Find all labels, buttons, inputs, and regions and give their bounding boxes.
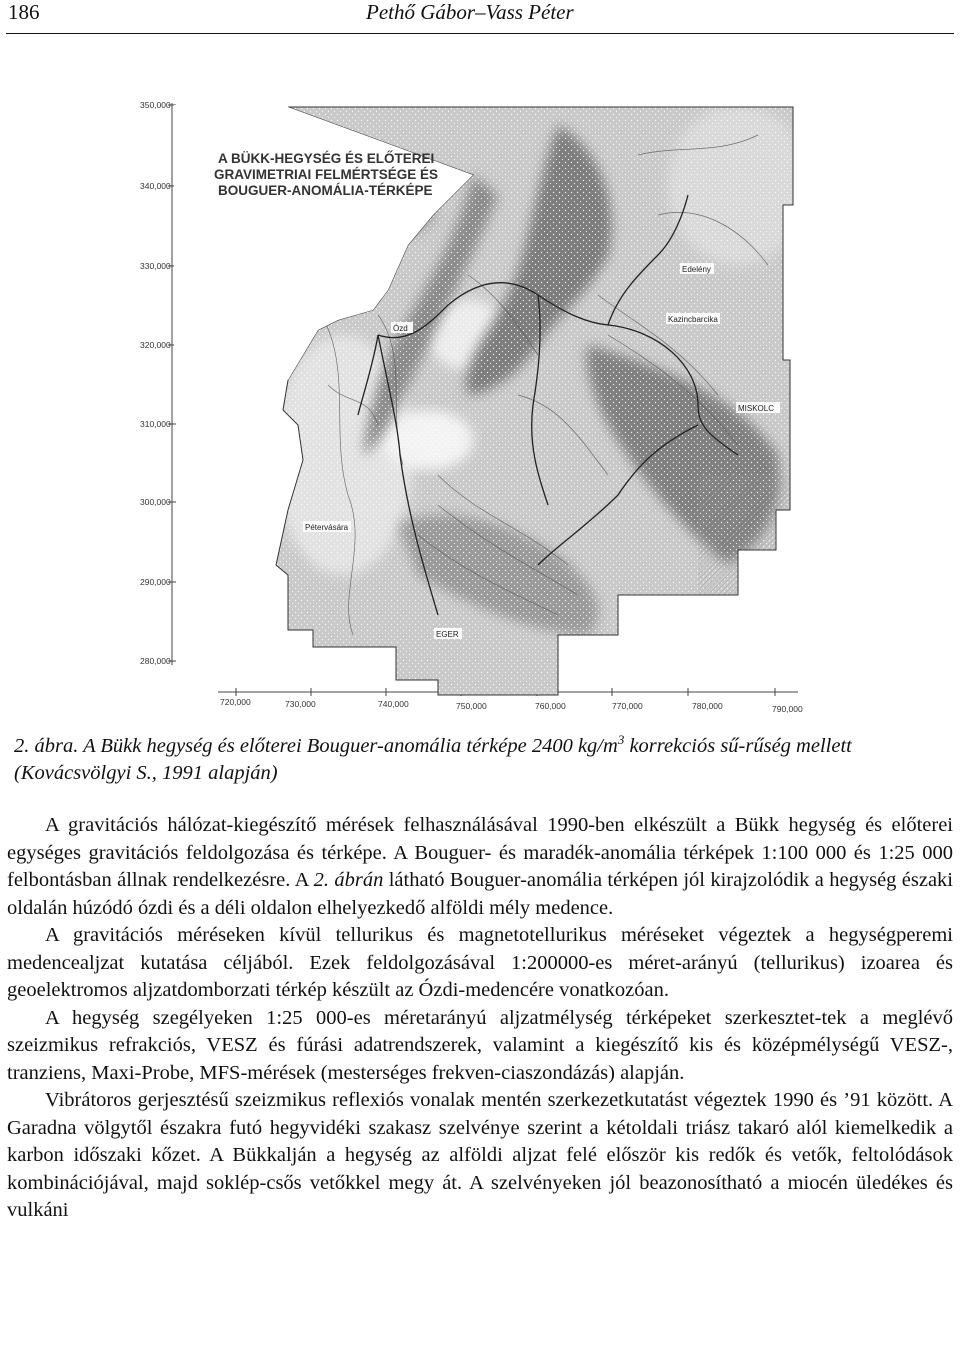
y-axis-ticks (140, 100, 176, 666)
paragraph: A hegység szegélyeken 1:25 000-es méretarányú aljzatmélység térképeket szerkesztet-tek a meglévő szeizmikus refrakciós, VESZ és fúrási adatrendszerek, valamint a kiegészítő kis és középmélységű VESZ-, tranziens, Maxi-Probe, MFS-mérések (mesterséges frekven-ciaszondázás) alapján. (7, 1006, 953, 1084)
map-title-line: A BÜKK-HEGYSÉG ÉS ELŐTEREI (218, 151, 435, 166)
caption-text-end: korrekciós sű-rűség mellett (Kovácsvölgyi S., 1991 alapján) (14, 734, 852, 784)
x-tick-label: 750,000 (456, 701, 487, 711)
x-tick-label: 770,000 (612, 701, 643, 711)
x-tick-label: 760,000 (535, 701, 566, 711)
x-tick-label: 720,000 (220, 697, 251, 707)
y-tick-label: 320,000 (140, 340, 171, 350)
caption-superscript: 3 (617, 732, 625, 747)
y-tick-label: 340,000 (140, 181, 171, 191)
caption-text: 2. ábra. A Bükk hegység és előterei Bouguer-anomália térképe 2400 kg/m (14, 734, 618, 757)
paragraph: Vibrátoros gerjesztésű szeizmikus reflexiós vonalak mentén szerkezetkutatást végeztek 1990 és ’91 között. A Garadna völgytől északra futó hegyvidéki szakasz szelvénye szerint a kétoldali triász takaró alól kiemelkedik a karbon időszaki kőzet. A Bükkalján a hegység az alföldi aljzat felé először kis redők és vetők, feltolódások kombinációjával, majd soklép-csős vetőkkel megy át. A szelvényeken jól beazonosítható a miocén üledékes és vulkáni (7, 1089, 953, 1221)
paragraph-text: A gravitációs hálózat-kiegészítő mérések felhasználásával 1990-ben elkészült a Bükk hegység és előterei egységes gravitációs feldolgozása és térképe. A Bouguer- és maradék-anomália térképek 1:100 000 és 1:25 000 felbontásban állnak rendelkezésre. A (7, 814, 953, 891)
x-tick-label: 790,000 (772, 704, 803, 714)
paragraph: A gravitációs méréseken kívül tellurikus és magnetotellurikus méréseket végeztek a hegységperemi medencealjzat kutatása céljából. Ezek feldolgozásával 1:200000-es méret-arányú (tellurikus) izoarea és geoelektromos aljzatdomborzati térkép készült az Ózdi-medencére vonatkozóan. (7, 924, 953, 1001)
place-label-miskolc: MISKOLC (738, 404, 775, 413)
y-tick-label: 330,000 (140, 261, 171, 271)
x-tick-label: 740,000 (378, 699, 409, 709)
place-label-ozd: Ózd (393, 324, 408, 333)
y-tick-label: 350,000 (140, 100, 171, 110)
body-text (7, 812, 953, 1225)
place-label-petervasara: Pétervására (305, 523, 349, 532)
place-label-edeleny: Edelény (682, 265, 711, 274)
paragraph-text: látható Bouguer-anomália térképen jól kirajzolódik a hegység északi oldalán húzódó ózdi és a déli oldalon elhelyezkedő alföldi mély medence. (7, 869, 954, 919)
figure-reference: 2. ábrán (313, 869, 384, 891)
map-title (214, 151, 438, 198)
y-tick-label: 300,000 (140, 497, 171, 507)
x-tick-label: 780,000 (692, 701, 723, 711)
place-label-eger: EGER (436, 630, 459, 639)
page-number: 186 (8, 0, 40, 24)
bouguer-anomaly-map (138, 95, 803, 715)
y-tick-label: 290,000 (140, 577, 171, 587)
running-title: Pethő Gábor–Vass Péter (366, 0, 574, 24)
y-tick-label: 280,000 (140, 656, 171, 666)
page-header (0, 0, 960, 34)
map-title-line: BOUGUER-ANOMÁLIA-TÉRKÉPE (218, 183, 433, 198)
map-title-line: GRAVIMETRIAI FELMÉRTSÉGE ÉS (214, 167, 439, 182)
figure-caption (14, 726, 949, 787)
bouguer-anomaly-map-figure (138, 95, 803, 715)
paragraph (7, 812, 953, 922)
y-tick-label: 310,000 (140, 419, 171, 429)
x-tick-label: 730,000 (285, 699, 316, 709)
place-label-kazincbarcika: Kazincbarcika (668, 315, 718, 324)
header-rule (6, 33, 954, 34)
